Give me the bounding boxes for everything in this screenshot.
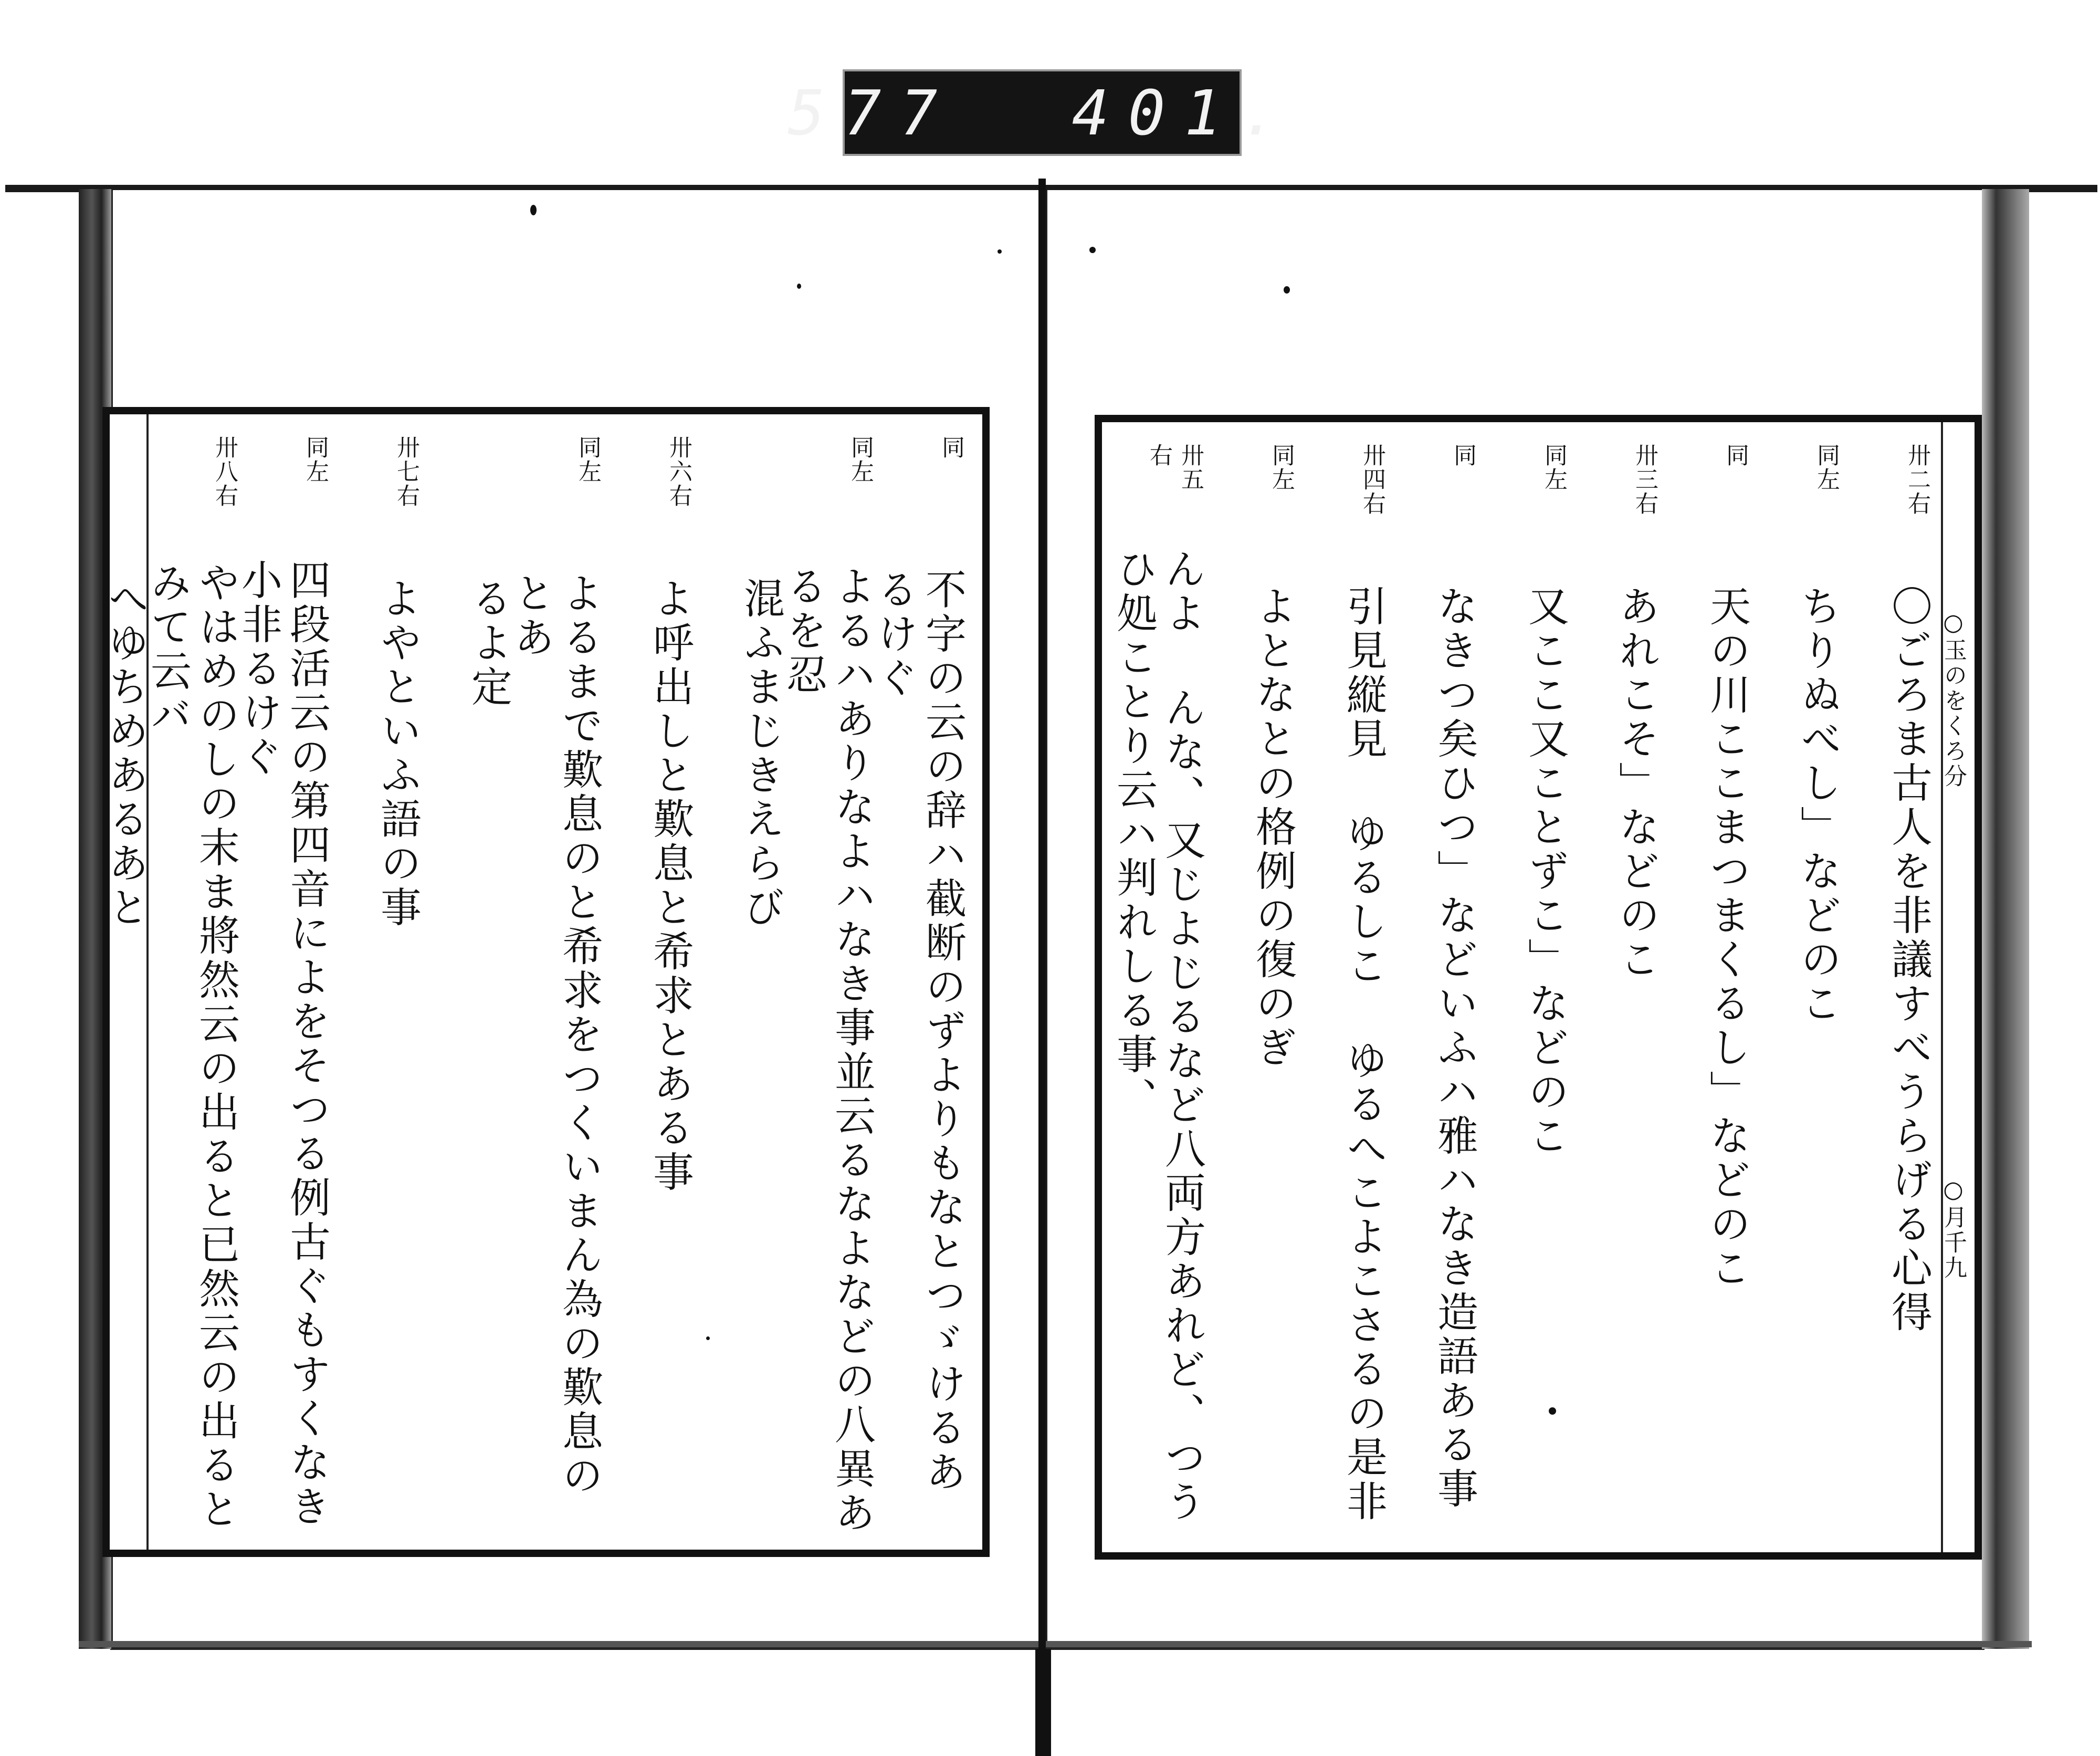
column-marker: 卅六右 bbox=[665, 435, 692, 508]
book-spine bbox=[1038, 179, 1046, 1754]
column-marker: 卅四右 bbox=[1359, 443, 1385, 516]
right-panel-rule bbox=[1941, 422, 1943, 1552]
left-text-columns bbox=[101, 435, 967, 1538]
column-marker: 卅二右 bbox=[1904, 443, 1930, 516]
column-text: 又ここ又ことずこ」などのこ bbox=[1521, 585, 1569, 1158]
column-text: よるまで歎息のと希求をつくいまん為の歎息のとあ bbox=[507, 572, 603, 1499]
column-marker bbox=[112, 435, 149, 540]
scan-speck bbox=[797, 284, 801, 289]
text-column bbox=[870, 435, 967, 1538]
text-column bbox=[1573, 443, 1660, 1546]
column-text: 引見縦見 ゆるしこ ゆるへこよこさるの是非 bbox=[1340, 585, 1387, 1524]
column-text: なきつ矣ひつ」などいふハ雅ハなき造語ある事 bbox=[1431, 585, 1478, 1511]
text-column bbox=[698, 435, 785, 1538]
text-column bbox=[1301, 443, 1388, 1546]
text-column bbox=[144, 435, 240, 1538]
column-marker: 卅三右 bbox=[1631, 443, 1658, 516]
column-text: んよ んな、又じよじるなど八両方あれど、つうひ処ことり云ハ判れしる事、 bbox=[1110, 547, 1205, 1524]
column-marker bbox=[748, 435, 785, 540]
book-right-edge bbox=[1982, 189, 2029, 1649]
text-column bbox=[426, 435, 512, 1538]
frame-number-plate bbox=[788, 69, 1297, 156]
column-text: るよ定 bbox=[465, 577, 512, 709]
column-text: ちりぬべし」などのこ bbox=[1794, 585, 1841, 1026]
column-marker: 同左 bbox=[1813, 443, 1840, 492]
column-text: あれこそ」などのこ bbox=[1612, 585, 1660, 982]
text-column bbox=[1664, 443, 1751, 1546]
column-marker: 同 bbox=[1722, 443, 1749, 467]
column-marker: 同左 bbox=[1540, 443, 1567, 492]
column-marker: 同左 bbox=[1268, 443, 1295, 492]
column-text: よ呼出しと歎息と希求とある事 bbox=[646, 577, 694, 1195]
column-text: 天の川ここまつまくるし」などのこ bbox=[1703, 585, 1750, 1291]
column-text: へゆちめあるあと bbox=[101, 577, 149, 930]
text-column bbox=[507, 435, 603, 1538]
text-column bbox=[607, 435, 694, 1538]
text-column bbox=[1483, 443, 1569, 1546]
frame-number-left: 577 bbox=[788, 76, 957, 149]
text-column bbox=[235, 435, 331, 1538]
text-column bbox=[1392, 443, 1478, 1546]
column-marker: 卅七右 bbox=[393, 435, 419, 508]
column-marker: 同左 bbox=[574, 435, 601, 484]
scan-speck bbox=[1284, 286, 1290, 294]
left-text-panel bbox=[102, 407, 990, 1557]
column-marker: 卅八右 bbox=[211, 435, 238, 508]
scan-speck bbox=[998, 249, 1002, 254]
margin-note-bottom: ○月千九 bbox=[1940, 1176, 1967, 1281]
text-column bbox=[1210, 443, 1297, 1546]
text-column bbox=[62, 435, 149, 1538]
scan-speck bbox=[1089, 247, 1096, 253]
text-column bbox=[1110, 443, 1206, 1546]
column-text: よやといふ語の事 bbox=[374, 577, 421, 930]
column-marker: 卅五右 bbox=[1146, 443, 1204, 492]
margin-note-top: ○玉のをくろ分 bbox=[1940, 609, 1967, 789]
column-marker: 同左 bbox=[302, 435, 329, 484]
column-text: 四段活云の第四音によをそつる例古ぐもすくなき小非るけぐ bbox=[235, 558, 330, 1529]
column-text: 〇ごろま古人を非議すべうらげる心得 bbox=[1885, 585, 1932, 1335]
text-column bbox=[335, 435, 422, 1538]
column-marker: 同 bbox=[1450, 443, 1476, 467]
scan-speck bbox=[530, 205, 537, 215]
text-column bbox=[1846, 443, 1933, 1546]
column-text: よとなとの格例の復のぎ bbox=[1249, 585, 1296, 1070]
scan-speck bbox=[706, 1336, 710, 1340]
right-text-panel bbox=[1095, 415, 1982, 1560]
column-marker: 同 bbox=[938, 435, 964, 459]
column-text: よるハありなよハなき事並云るなよなどの八異あるを忍 bbox=[780, 565, 875, 1535]
column-marker: 同左 bbox=[847, 435, 874, 484]
column-marker bbox=[476, 435, 512, 540]
column-text: やはめのしの末ま將然云の出ると已然云の出るとみて云バ bbox=[144, 561, 239, 1532]
right-text-columns bbox=[1110, 443, 1933, 1546]
column-text: 混ふまじきえらび bbox=[737, 577, 784, 930]
book-bottom-edge bbox=[79, 1641, 2032, 1647]
scan-speck bbox=[1549, 1407, 1556, 1415]
frame-number-right: 401. bbox=[1072, 76, 1297, 149]
text-column bbox=[780, 435, 876, 1538]
column-text: 不字の云の辞ハ截断のずよりもなとつゞけるあるけぐ bbox=[870, 568, 966, 1495]
text-column bbox=[1755, 443, 1842, 1546]
book-spine-foot bbox=[1035, 1649, 1051, 1756]
